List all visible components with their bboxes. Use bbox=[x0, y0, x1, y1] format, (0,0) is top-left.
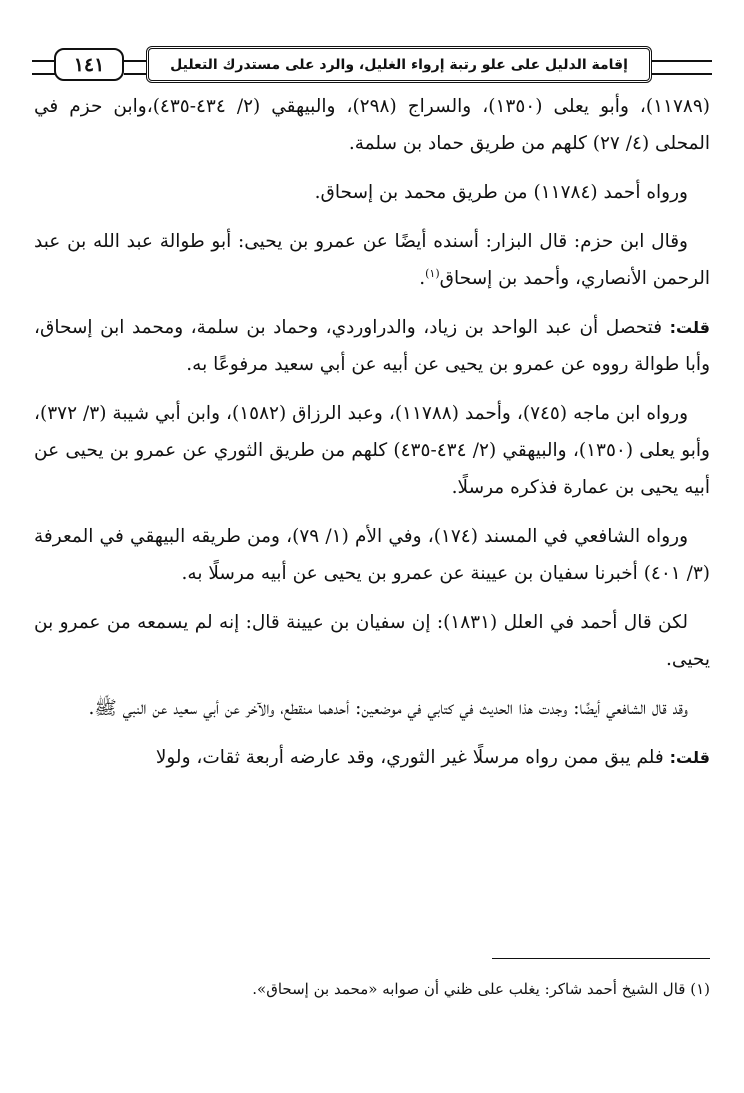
paragraph-3: وقال ابن حزم: قال البزار: أسنده أيضًا عن عمرو بن يحيى: أبو طوالة عبد الله بن عبد الرحمن الأنصاري، وأحمد بن إسحاق$^{(١)}$. bbox=[34, 231, 710, 289]
page-header bbox=[32, 46, 712, 86]
paragraph-5 bbox=[34, 395, 710, 506]
header-rule-middle bbox=[124, 60, 148, 75]
paragraph-7 bbox=[34, 604, 710, 678]
footnote-separator bbox=[492, 958, 710, 959]
page-number: ١٤١ bbox=[54, 48, 124, 81]
paragraph-text: فلم يبق ممن رواه مرسلًا غير الثوري، وقد عارضه أربعة ثقات، ولولا bbox=[155, 747, 664, 768]
footnote-reference: (١) bbox=[425, 266, 440, 280]
paragraph-6 bbox=[34, 518, 710, 592]
header-rule-left bbox=[32, 60, 56, 75]
paragraph-text: ورواه الشافعي في المسند (١٧٤)، وفي الأم (١/ ٧٩)، ومن طريقه البيهقي في المعرفة (٣/ ٤٠١) أخبرنا سفيان بن عيينة عن عمرو بن يحيى عن أبيه مرسلًا به. bbox=[34, 526, 710, 584]
footnote-1: (١) قال الشيخ أحمد شاكر: يغلب على ظني أن صوابه «محمد بن إسحاق». bbox=[252, 980, 710, 998]
paragraph-text: وقال ابن حزم: قال البزار: أسنده أيضًا عن عمرو بن يحيى: أبو طوالة عبد الله بن عبد الرحمن الأنصاري، وأحمد بن إسحاق bbox=[34, 231, 710, 289]
header-rule-right bbox=[650, 60, 712, 75]
main-text bbox=[34, 88, 710, 788]
paragraph-text: وقد قال الشافعي أيضًا: وجدت هذا الحديث في كتابي في موضعين: أحدهما منقطع، والآخر عن أبي سعيد عن النبي ﷺ. bbox=[88, 698, 688, 719]
paragraph-text: لكن قال أحمد في العلل (١٨٣١): إن سفيان بن عيينة قال: إنه لم يسمعه من عمرو بن يحيى. bbox=[34, 612, 710, 670]
paragraph-9 bbox=[34, 739, 710, 776]
paragraph-text: ورواه ابن ماجه (٧٤٥)، وأحمد (١١٧٨٨)، وعبد الرزاق (١٥٨٢)، وابن أبي شيبة (٣/ ٣٧٢)، وأبو يعلى (١٣٥٠)، والبيهقي (٢/ ٤٣٤-٤٣٥) كلهم من طريق الثوري عن عمرو بن يحيى عن أبيه يحيى بن عمارة فذكره مرسلًا. bbox=[34, 403, 710, 498]
paragraph-4 bbox=[34, 309, 710, 383]
qult-marker: قلت: bbox=[669, 318, 710, 337]
running-title: إقامة الدليل على علو رتبة إرواء الغليل، والرد على مستدرك التعليل bbox=[146, 46, 652, 83]
qult-marker: قلت: bbox=[669, 748, 710, 767]
paragraph-8 bbox=[34, 690, 710, 727]
paragraph-2 bbox=[34, 174, 710, 211]
paragraph-text: فتحصل أن عبد الواحد بن زياد، والدراوردي، وحماد بن سلمة، ومحمد ابن إسحاق، وأبا طوالة رووه عن عمرو بن يحيى عن أبيه عن أبي سعيد مرفوعًا به. bbox=[34, 317, 710, 375]
paragraph-text: ورواه أحمد (١١٧٨٤) من طريق محمد بن إسحاق. bbox=[314, 182, 688, 203]
paragraph-1 bbox=[34, 88, 710, 162]
paragraph-text: (١١٧٨٩)، وأبو يعلى (١٣٥٠)، والسراج (٢٩٨)، والبيهقي (٢/ ٤٣٤-٤٣٥)،وابن حزم في المحلى (٤/ ٢٧) كلهم من طريق حماد بن سلمة. bbox=[34, 96, 710, 154]
